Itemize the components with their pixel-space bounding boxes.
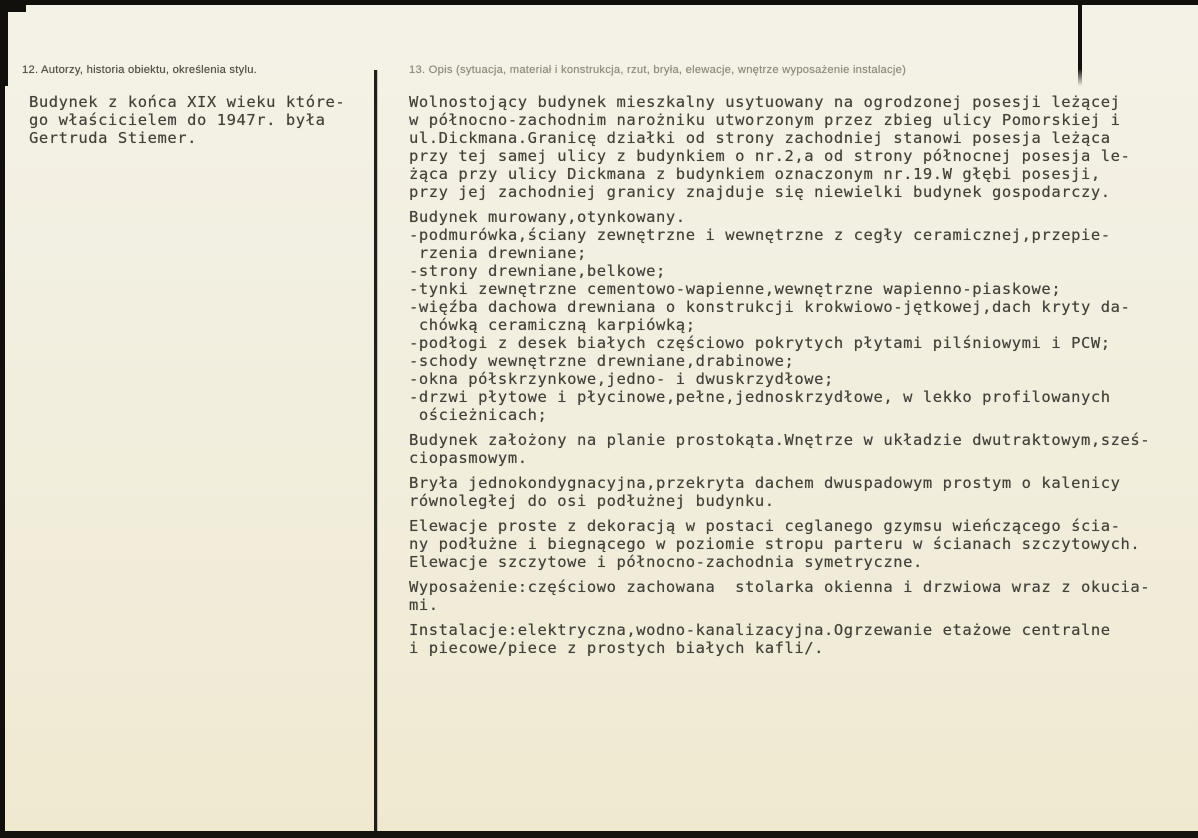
scan-mark-top-right (1078, 0, 1082, 86)
text-line: równoległej do osi podłużnej budynku. (409, 492, 775, 510)
field-12-typed-text (29, 93, 345, 154)
text-line: przy jej zachodniej granicy znajduje się niewielki budynek gospodarczy. (409, 183, 1111, 201)
text-line: -drzwi płytowe i płycinowe,pełne,jednoskrzydłowe, w lekko profilowanych (409, 388, 1111, 406)
text-line: Elewacje proste z dekoracją w postaci ceglanego gzymsu wieńczącego ścia- (409, 517, 1121, 535)
paragraph (409, 621, 1150, 657)
text-line: -więźba dachowa drewniana o konstrukcji krokwiowo-jętkowej,dach kryty da- (409, 298, 1131, 316)
text-line: rzenia drewniane; (409, 244, 587, 262)
text-line: Wyposażenie:częściowo zachowana stolarka okienna i drzwiowa wraz z okucia- (409, 578, 1151, 596)
paragraph (409, 431, 1150, 467)
scan-edge-left-thick (0, 0, 8, 86)
text-line: Instalacje:elektryczna,wodno-kanalizacyjna.Ogrzewanie etażowe centralne (409, 621, 1111, 639)
form-field-header-12: 12. Autorzy, historia obiektu, określenia stylu. (22, 64, 258, 76)
text-line: Elewacje szczytowe i północno-zachodnia symetryczne. (409, 553, 923, 571)
paragraph (409, 517, 1150, 571)
text-line: Gertruda Stiemer. (29, 129, 197, 147)
text-line: -podłogi z desek białych częściowo pokrytych płytami pilśniowymi i PCW; (409, 334, 1111, 352)
text-line: Budynek murowany,otynkowany. (409, 208, 686, 226)
text-line: ny podłużne i biegnącego w poziomie stropu parteru w ścianach szczytowych. (409, 535, 1141, 553)
text-line: -tynki zewnętrzne cementowo-wapienne,wewnętrzne wapienno-piaskowe; (409, 280, 1062, 298)
text-line: i piecowe/piece z prostych białych kafli/. (409, 639, 825, 657)
text-line: ciopasmowym. (409, 449, 528, 467)
scan-edge-bottom (0, 831, 1198, 838)
paragraph (409, 208, 1150, 424)
text-line: -okna półskrzynkowe,jedno- i dwuskrzydłowe; (409, 370, 834, 388)
paragraph (409, 578, 1150, 614)
text-line: przy tej samej ulicy z budynkiem o nr.2,a od strony północnej posesja le- (409, 147, 1131, 165)
text-line: Budynek założony na planie prostokąta.Wnętrze w układzie dwutraktowym,sześ- (409, 431, 1151, 449)
field-13-typed-text (409, 93, 1150, 664)
text-line: -strony drewniane,belkowe; (409, 262, 666, 280)
text-line: chówką ceramiczną karpiówką; (409, 316, 696, 334)
text-line: Wolnostojący budynek mieszkalny usytuowany na ogrodzonej posesji leżącej (409, 93, 1121, 111)
text-line: ościeżnicach; (409, 406, 548, 424)
paragraph (409, 93, 1150, 201)
text-line: -schody wewnętrzne drewniane,drabinowe; (409, 352, 795, 370)
text-line: w północno-zachodnim narożniku utworzonym przez zbieg ulicy Pomorskiej i (409, 111, 1121, 129)
text-line: Bryła jednokondygnacyjna,przekryta dachem dwuspadowym prostym o kalenicy (409, 474, 1121, 492)
scan-corner-top-left (0, 0, 26, 12)
form-field-header-13: 13. Opis (sytuacja, materiał i konstrukcja, rzut, bryła, elewacje, wnętrze wyposażenie instalacje) (409, 64, 907, 76)
scan-edge-left (0, 0, 5, 838)
text-line: żąca przy ulicy Dickmana z budynkiem oznaczonym nr.19.W głębi posesji, (409, 165, 1101, 183)
text-line: go właścicielem do 1947r. była (29, 111, 326, 129)
column-divider-rule (374, 70, 377, 831)
paragraph (29, 93, 345, 147)
text-line: mi. (409, 596, 439, 614)
text-line: Budynek z końca XIX wieku które- (29, 93, 346, 111)
text-line: -podmurówka,ściany zewnętrzne i wewnętrzne z cegły ceramicznej,przepie- (409, 226, 1111, 244)
text-line: ul.Dickmana.Granicę działki od strony zachodniej stanowi posesja leżąca (409, 129, 1111, 147)
scan-edge-top (0, 0, 1198, 5)
paragraph (409, 474, 1150, 510)
